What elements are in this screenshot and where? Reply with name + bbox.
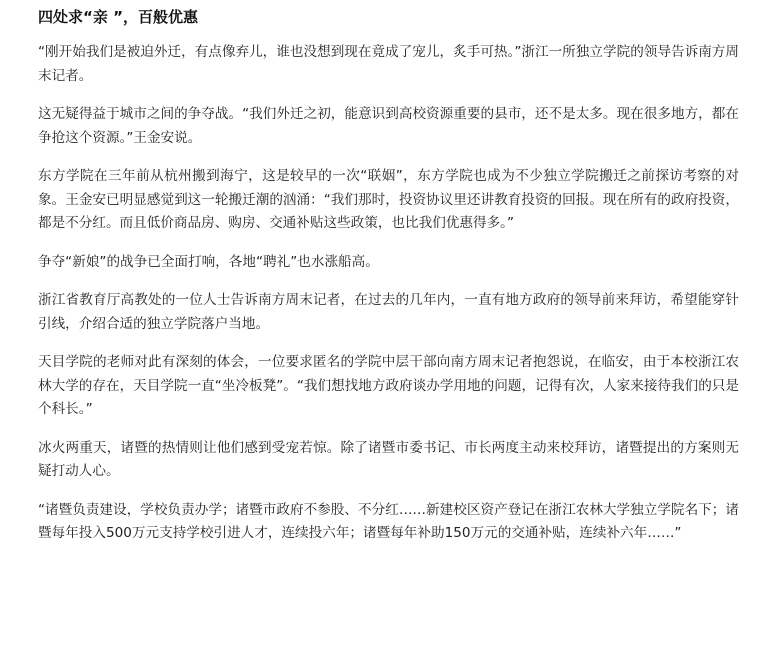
paragraph-5: 浙江省教育厅高教处的一位人士告诉南方周末记者，在过去的几年内，一直有地方政府的领导前来拜访，希望能穿针引线，介绍合适的独立学院落户当地。 bbox=[38, 292, 739, 332]
paragraph-7: 冰火两重天，诸暨的热情则让他们感到受宠若惊。除了诸暨市委书记、市长两度主动来校拜访，诸暨提出的方案则无疑打动人心。 bbox=[38, 439, 739, 479]
paragraph-8: “诸暨负责建设，学校负责办学；诸暨市政府不参股、不分红……新建校区资产登记在浙江农林大学独立学院名下；诸暨每年投入500万元支持学校引进人才，连续投六年；诸暨每年补助150万元的交通补贴，连续补六年……” bbox=[38, 501, 739, 541]
paragraph-2: 这无疑得益于城市之间的争夺战。“我们外迁之初，能意识到高校资源重要的县市，还不是太多。现在很多地方，都在争抢这个资源。”王金安说。 bbox=[38, 106, 739, 146]
section-heading: 四处求“亲 ”，百般优惠 bbox=[38, 8, 198, 26]
paragraph-6: 天目学院的老师对此有深刻的体会，一位要求匿名的学院中层干部向南方周末记者抱怨说，在临安，由于本校浙江农林大学的存在，天目学院一直“坐冷板凳”。“我们想找地方政府谈办学用地的问题，记得有次，人家来接待我们的只是个科长。” bbox=[38, 354, 739, 417]
paragraph-4: 争夺“新娘”的战争已全面打响，各地“聘礼”也水涨船高。 bbox=[38, 253, 379, 270]
paragraph-3: 东方学院在三年前从杭州搬到海宁，这是较早的一次“联姻”，东方学院也成为不少独立学院搬迁之前探访考察的对象。王金安已明显感觉到这一轮搬迁潮的汹涌：“我们那时，投资协议里还讲教育投资的回报。现在所有的政府投资，都是不分红。而且低价商品房、购房、交通补贴这些政策，也比我们优惠得多。” bbox=[38, 168, 739, 231]
paragraph-1: “刚开始我们是被迫外迁，有点像弃儿，谁也没想到现在竟成了宠儿，炙手可热。”浙江一所独立学院的领导告诉南方周末记者。 bbox=[38, 44, 739, 84]
